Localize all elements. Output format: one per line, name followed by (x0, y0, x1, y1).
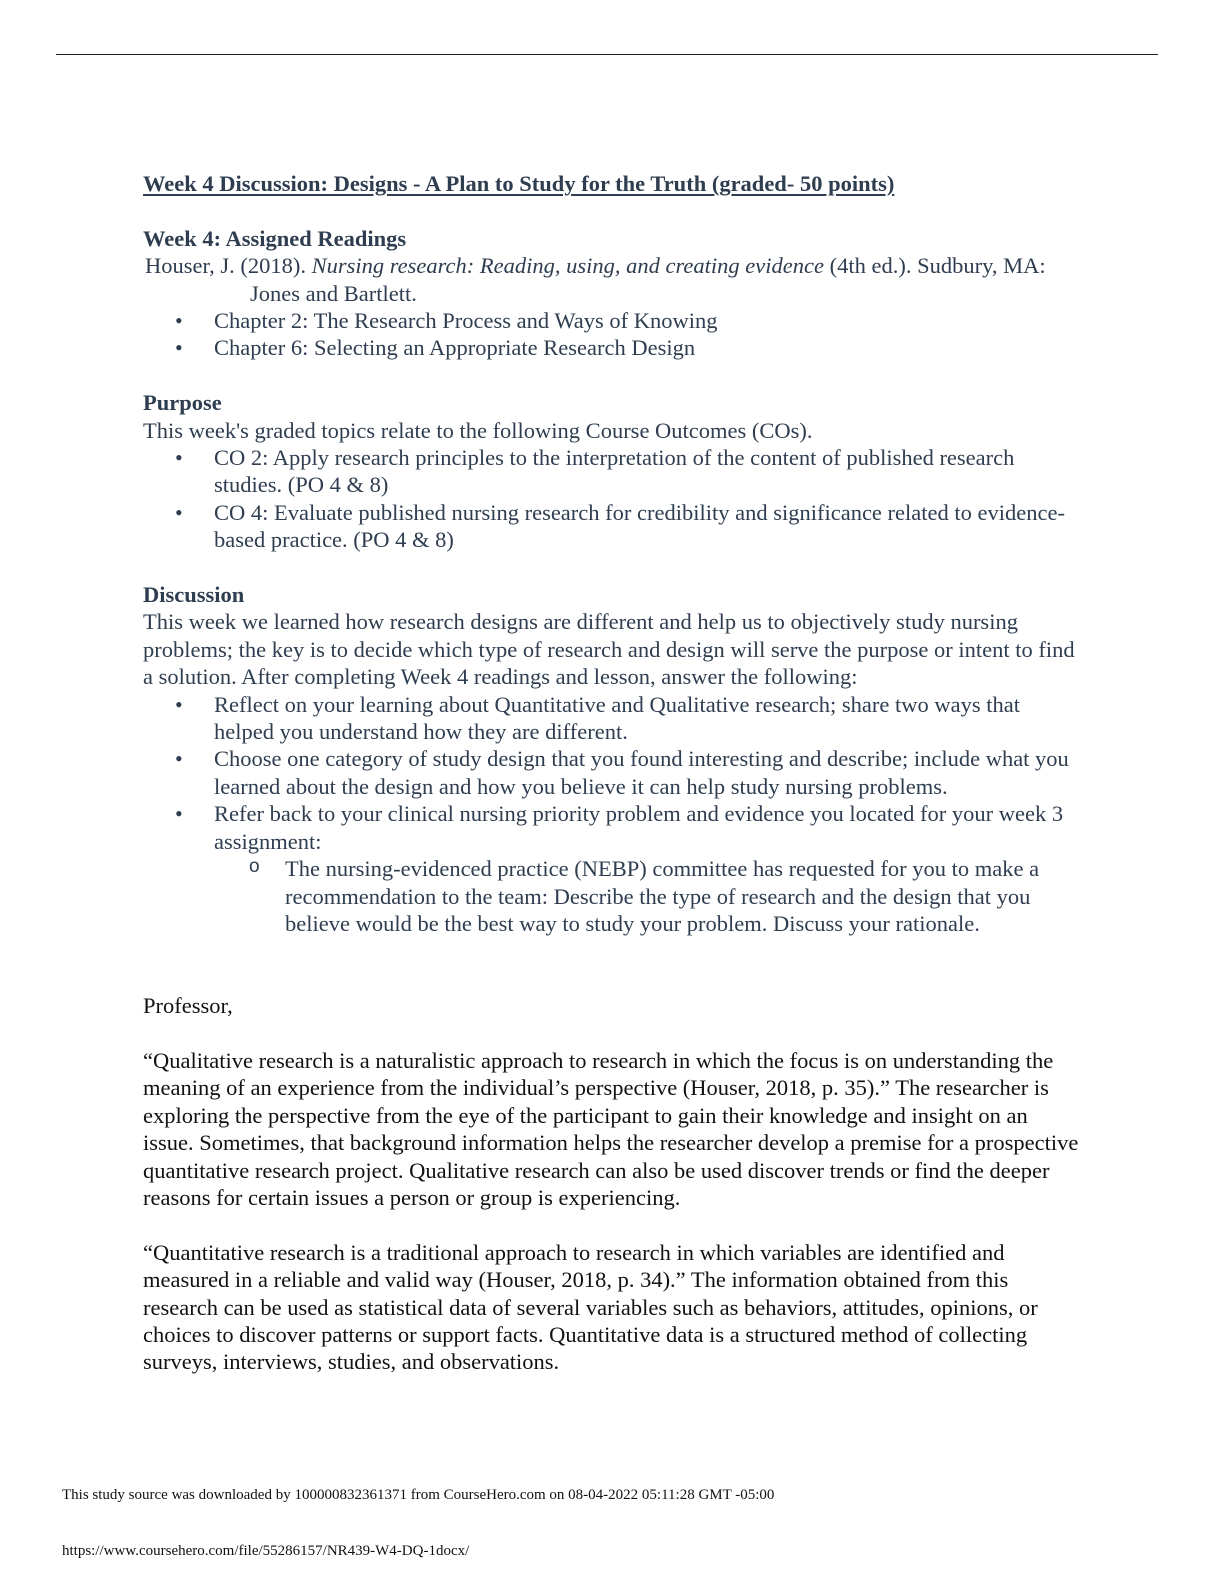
chapter-list (143, 307, 1083, 362)
prompt-text: Refer back to your clinical nursing priority problem and evidence you located for your week 3 assignment: (214, 801, 1064, 854)
response-paragraph-qualitative: “Qualitative research is a naturalistic approach to research in which the focus is on understanding the meaning of an experience from the individual’s perspective (Houser, 2018, p. 35).” The researcher is exploring the perspective from the eye of the participant to gain their knowledge and insight on an issue. Sometimes, that background information helps the researcher develop a premise for a prospective quantitative research project. Qualitative research can also be used discover trends or find the deeper reasons for certain issues a person or group is experiencing. (143, 1047, 1079, 1210)
top-rule (56, 54, 1158, 55)
purpose-heading: Purpose (143, 390, 222, 416)
list-item: • Reflect on your learning about Quantitative and Qualitative research; share two ways that helped you understand how they are different. (214, 691, 1083, 746)
list-item: • Chapter 2: The Research Process and Ways of Knowing (214, 307, 1083, 334)
list-item: o The nursing-evidenced practice (NEBP) committee has requested for you to make a recommendation to the team: Describe the type of research and the design that you believe would be the best way to study your problem. Discuss your rationale. (285, 855, 1083, 937)
discussion-intro: This week we learned how research designs are different and help us to objectively study nursing problems; the key is to decide which type of research and design will serve the purpose or intent to find a solution. After completing Week 4 readings and lesson, answer the following: (143, 609, 1075, 690)
subprompt-list (214, 855, 1083, 937)
reference-authors: Houser, J. (2018). (145, 253, 312, 279)
list-item: • Choose one category of study design that you found interesting and describe; include what you learned about the design and how you believe it can help study nursing problems. (214, 745, 1083, 800)
response-paragraph-quantitative: “Quantitative research is a traditional approach to research in which variables are identified and measured in a reliable and valid way (Houser, 2018, p. 34).” The information obtained from this research can be used as statistical data of several variables such as behaviors, attitudes, opinions, or choices to discover patterns or support facts. Quantitative data is a structured method of collecting surveys, interviews, studies, and observations. (143, 1239, 1038, 1375)
salutation: Professor, (143, 993, 233, 1019)
prompts-list (143, 691, 1083, 938)
reference-book-title: Nursing research: Reading, using, and creating evidence (311, 253, 824, 279)
source-url[interactable]: https://www.coursehero.com/file/55286157/NR439-W4-DQ-1docx/ (62, 1543, 470, 1559)
list-item (214, 800, 1083, 937)
outcomes-list (143, 444, 1083, 554)
list-item: • Chapter 6: Selecting an Appropriate Research Design (214, 334, 1083, 361)
readings-heading: Week 4: Assigned Readings (143, 225, 407, 251)
reading-reference (143, 252, 1083, 307)
discussion-heading: Discussion (143, 582, 245, 608)
document-title: Week 4 Discussion: Designs - A Plan to Study for the Truth (graded- 50 points) (143, 171, 895, 196)
reference-publisher: (4th ed.). Sudbury, MA: Jones and Bartlett. (250, 253, 1046, 306)
download-notice: This study source was downloaded by 100000832361371 from CourseHero.com on 08-04-2022 05:11:28 GMT -05:00 (62, 1487, 775, 1503)
document-body (143, 170, 1083, 1376)
list-item: • CO 2: Apply research principles to the interpretation of the content of published research studies. (PO 4 & 8) (214, 444, 1083, 499)
purpose-intro: This week's graded topics relate to the following Course Outcomes (COs). (143, 417, 813, 443)
list-item: • CO 4: Evaluate published nursing research for credibility and significance related to evidence-based practice. (PO 4 & 8) (214, 499, 1083, 554)
